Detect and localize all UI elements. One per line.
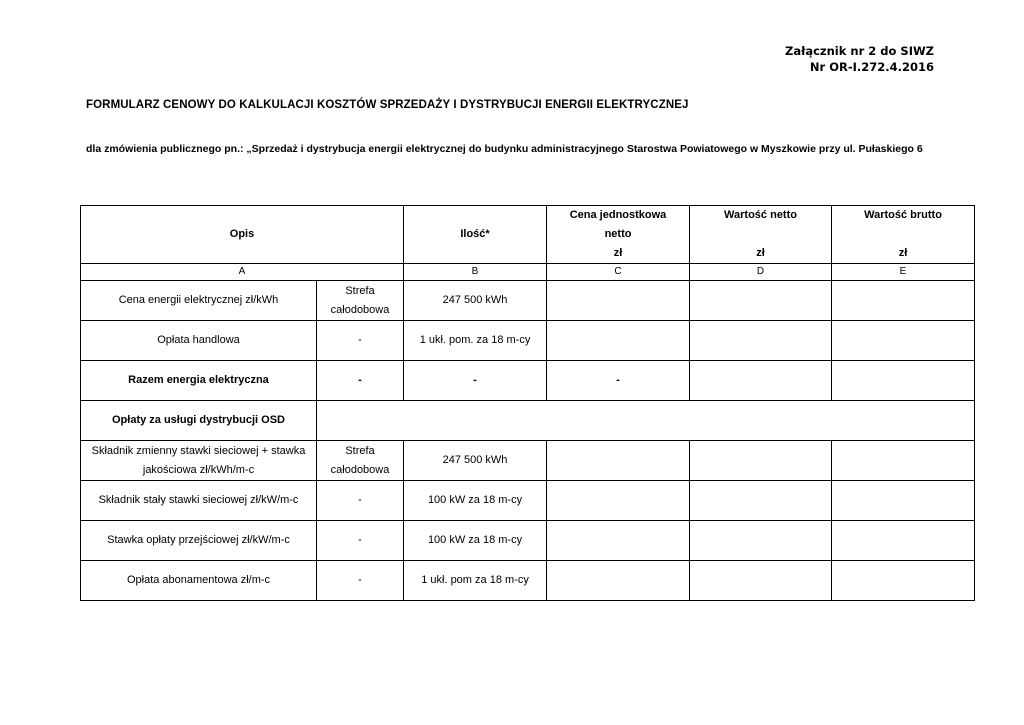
header-unit-price: Cena jednostkowa netto zł: [547, 206, 690, 264]
row-description: Stawka opłaty przejściowej zł/kW/m-c: [81, 521, 317, 561]
row-quantity: 247 500 kWh: [404, 281, 547, 321]
column-letter: C: [547, 264, 690, 281]
form-title: FORMULARZ CENOWY DO KALKULACJI KOSZTÓW SPRZEDAŻY I DYSTRYBUCJI ENERGII ELEKTRYCZNEJ: [86, 99, 689, 111]
row-quantity: 1 ukł. pom za 18 m-cy: [404, 561, 547, 601]
row-zone: -: [317, 561, 404, 601]
unit-price-cell[interactable]: [547, 321, 690, 361]
table-row: [81, 561, 975, 601]
attachment-header: [785, 43, 934, 75]
header-quantity: Ilość*: [404, 206, 547, 264]
net-value-cell[interactable]: [690, 281, 832, 321]
table-row: [81, 481, 975, 521]
net-value-cell[interactable]: [690, 481, 832, 521]
row-zone: Strefa całodobowa: [317, 281, 404, 321]
row-quantity: -: [404, 361, 547, 401]
net-value-cell[interactable]: [690, 361, 832, 401]
column-letters-row: [81, 264, 975, 281]
unit-price-cell[interactable]: [547, 281, 690, 321]
gross-value-cell[interactable]: [832, 521, 975, 561]
row-description: Składnik stały stawki sieciowej zł/kW/m-c: [81, 481, 317, 521]
gross-value-cell[interactable]: [832, 561, 975, 601]
gross-value-cell[interactable]: [832, 481, 975, 521]
section-title: Opłaty za usługi dystrybucji OSD: [81, 401, 317, 441]
gross-value-cell[interactable]: [832, 321, 975, 361]
gross-value-cell[interactable]: [832, 281, 975, 321]
row-zone: -: [317, 361, 404, 401]
row-description: Razem energia elektryczna: [81, 361, 317, 401]
row-quantity: 100 kW za 18 m-cy: [404, 481, 547, 521]
price-form-table: [80, 205, 975, 601]
row-description: Składnik zmienny stawki sieciowej + stawka jakościowa zł/kWh/m-c: [81, 441, 317, 481]
table-row: [81, 521, 975, 561]
table-header-row: [81, 206, 975, 264]
unit-price-cell[interactable]: [547, 521, 690, 561]
row-zone: -: [317, 521, 404, 561]
net-value-cell[interactable]: [690, 321, 832, 361]
row-description: Cena energii elektrycznej zł/kWh: [81, 281, 317, 321]
row-zone: -: [317, 321, 404, 361]
attachment-number: Załącznik nr 2 do SIWZ: [784, 44, 934, 58]
column-letter: D: [690, 264, 832, 281]
row-quantity: 100 kW za 18 m-cy: [404, 521, 547, 561]
column-letter: B: [404, 264, 547, 281]
table-row: [81, 321, 975, 361]
net-value-cell[interactable]: [690, 441, 832, 481]
row-zone: -: [317, 481, 404, 521]
section-row: [81, 401, 975, 441]
row-quantity: 247 500 kWh: [404, 441, 547, 481]
reference-number: Nr OR-I.272.4.2016: [809, 60, 934, 74]
column-letter: A: [81, 264, 404, 281]
net-value-cell[interactable]: [690, 521, 832, 561]
row-description: Opłata handlowa: [81, 321, 317, 361]
table-row-total: [81, 361, 975, 401]
unit-price-cell[interactable]: [547, 481, 690, 521]
row-price: -: [547, 361, 690, 401]
net-value-cell[interactable]: [690, 561, 832, 601]
gross-value-cell[interactable]: [832, 441, 975, 481]
order-subject: dla zmówienia publicznego pn.: „Sprzedaż i dystrybucja energii elektrycznej do budynku administracyjnego Starostwa Powiatowego w Myszkowie przy ul. Pułaskiego 6: [86, 143, 923, 155]
row-quantity: 1 ukł. pom. za 18 m-cy: [404, 321, 547, 361]
table-row: [81, 281, 975, 321]
column-letter: E: [832, 264, 975, 281]
section-empty-cell: [317, 401, 975, 441]
table-row: [81, 441, 975, 481]
row-zone: Strefa całodobowa: [317, 441, 404, 481]
unit-price-cell[interactable]: [547, 441, 690, 481]
gross-value-cell[interactable]: [832, 361, 975, 401]
row-description: Opłata abonamentowa zł/m-c: [81, 561, 317, 601]
header-gross-value: Wartość brutto zł: [832, 206, 975, 264]
header-net-value: Wartość netto zł: [690, 206, 832, 264]
header-description: Opis: [81, 206, 404, 264]
unit-price-cell[interactable]: [547, 561, 690, 601]
